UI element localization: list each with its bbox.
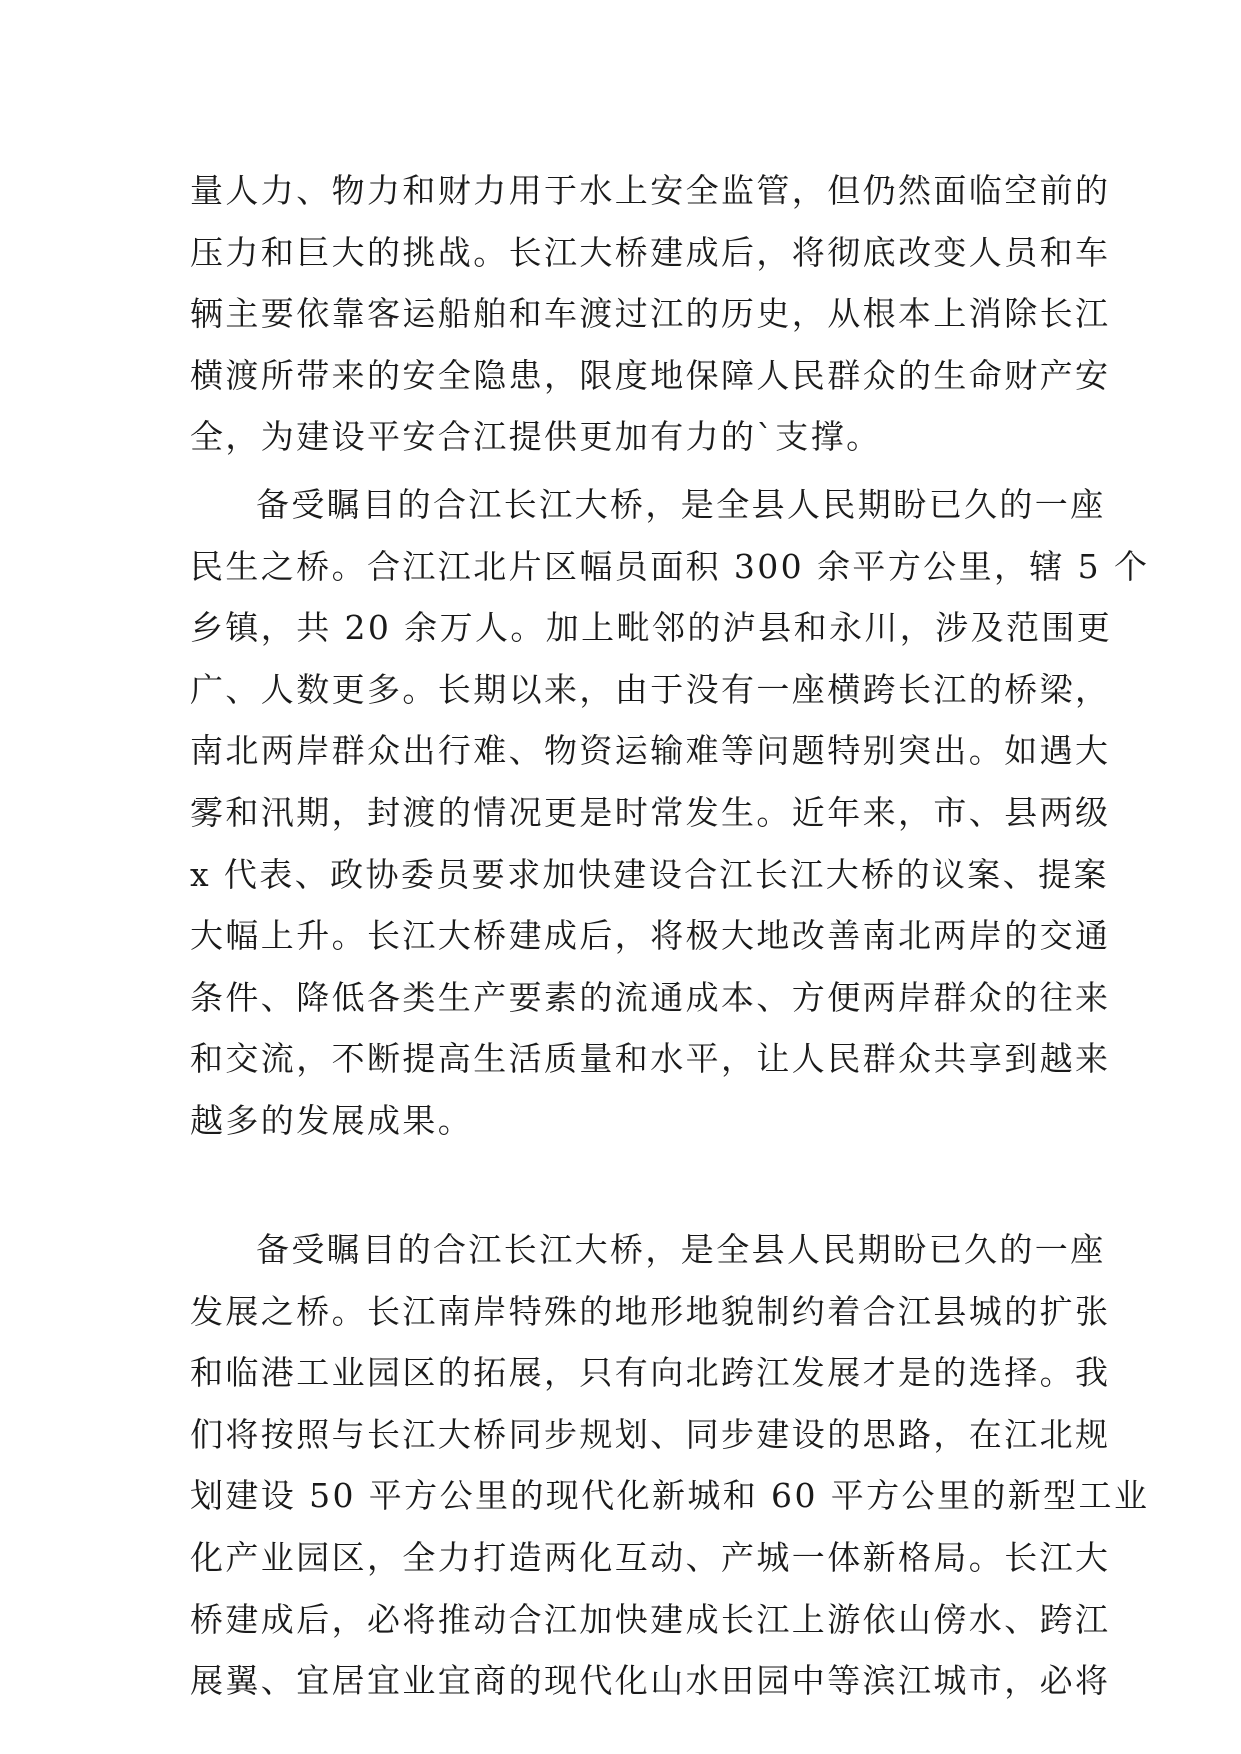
text-line: 们将按照与长江大桥同步规划、同步建设的思路，在江北规 — [190, 1414, 1111, 1454]
text-line: 桥建成后，必将推动合江加快建成长江上游依山傍水、跨江 — [190, 1599, 1111, 1639]
text-line: 压力和巨大的挑战。长江大桥建成后，将彻底改变人员和车 — [190, 232, 1111, 272]
text-line: 民生之桥。合江江北片区幅员面积 300 余平方公里，辖 5 个 — [190, 546, 1150, 586]
text-line: 广、人数更多。长期以来，由于没有一座横跨长江的桥梁， — [190, 669, 1111, 709]
text-line: 全，为建设平安合江提供更加有力的`支撑。 — [190, 417, 882, 457]
text-line: x 代表、政协委员要求加快建设合江长江大桥的议案、提案 — [190, 854, 1109, 894]
text-line: 南北两岸群众出行难、物资运输难等问题特别突出。如遇大 — [190, 731, 1111, 771]
text-line: 和临港工业园区的拓展，只有向北跨江发展才是的选择。我 — [190, 1353, 1111, 1393]
text-line: 展翼、宜居宜业宜商的现代化山水田园中等滨江城市，必将 — [190, 1661, 1111, 1701]
paragraph-1 — [190, 160, 1111, 468]
text-line: 大幅上升。长江大桥建成后，将极大地改善南北两岸的交通 — [190, 916, 1111, 956]
text-line: 量人力、物力和财力用于水上安全监管，但仍然面临空前的 — [190, 171, 1111, 210]
text-line: 备受瞩目的合江长江大桥，是全县人民期盼已久的一座 — [256, 484, 1106, 524]
text-line: 和交流，不断提高生活质量和水平，让人民群众共享到越来 — [190, 1039, 1111, 1079]
text-line: 化产业园区，全力打造两化互动、产城一体新格局。长江大 — [190, 1538, 1111, 1578]
text-line: 备受瞩目的合江长江大桥，是全县人民期盼已久的一座 — [256, 1230, 1106, 1270]
text-line: 划建设 50 平方公里的现代化新城和 60 平方公里的新型工业 — [190, 1476, 1150, 1516]
text-line: 乡镇，共 20 余万人。加上毗邻的泸县和永川，涉及范围更 — [190, 608, 1113, 648]
text-line: 辆主要依靠客运船舶和车渡过江的历史，从根本上消除长江 — [190, 294, 1111, 334]
text-line: 雾和汛期，封渡的情况更是时常发生。近年来，市、县两级 — [190, 792, 1111, 832]
paragraph-3 — [190, 1219, 1150, 1712]
text-line: 越多的发展成果。 — [190, 1100, 474, 1140]
paragraph-2 — [190, 474, 1150, 1213]
text-line: 条件、降低各类生产要素的流通成本、方便两岸群众的往来 — [190, 977, 1111, 1017]
text-line — [190, 1152, 1070, 1214]
text-line: 发展之桥。长江南岸特殊的地形地貌制约着合江县城的扩张 — [190, 1291, 1111, 1331]
text-line: 横渡所带来的安全隐患，限度地保障人民群众的生命财产安 — [190, 355, 1111, 395]
body-text — [190, 160, 1150, 1712]
